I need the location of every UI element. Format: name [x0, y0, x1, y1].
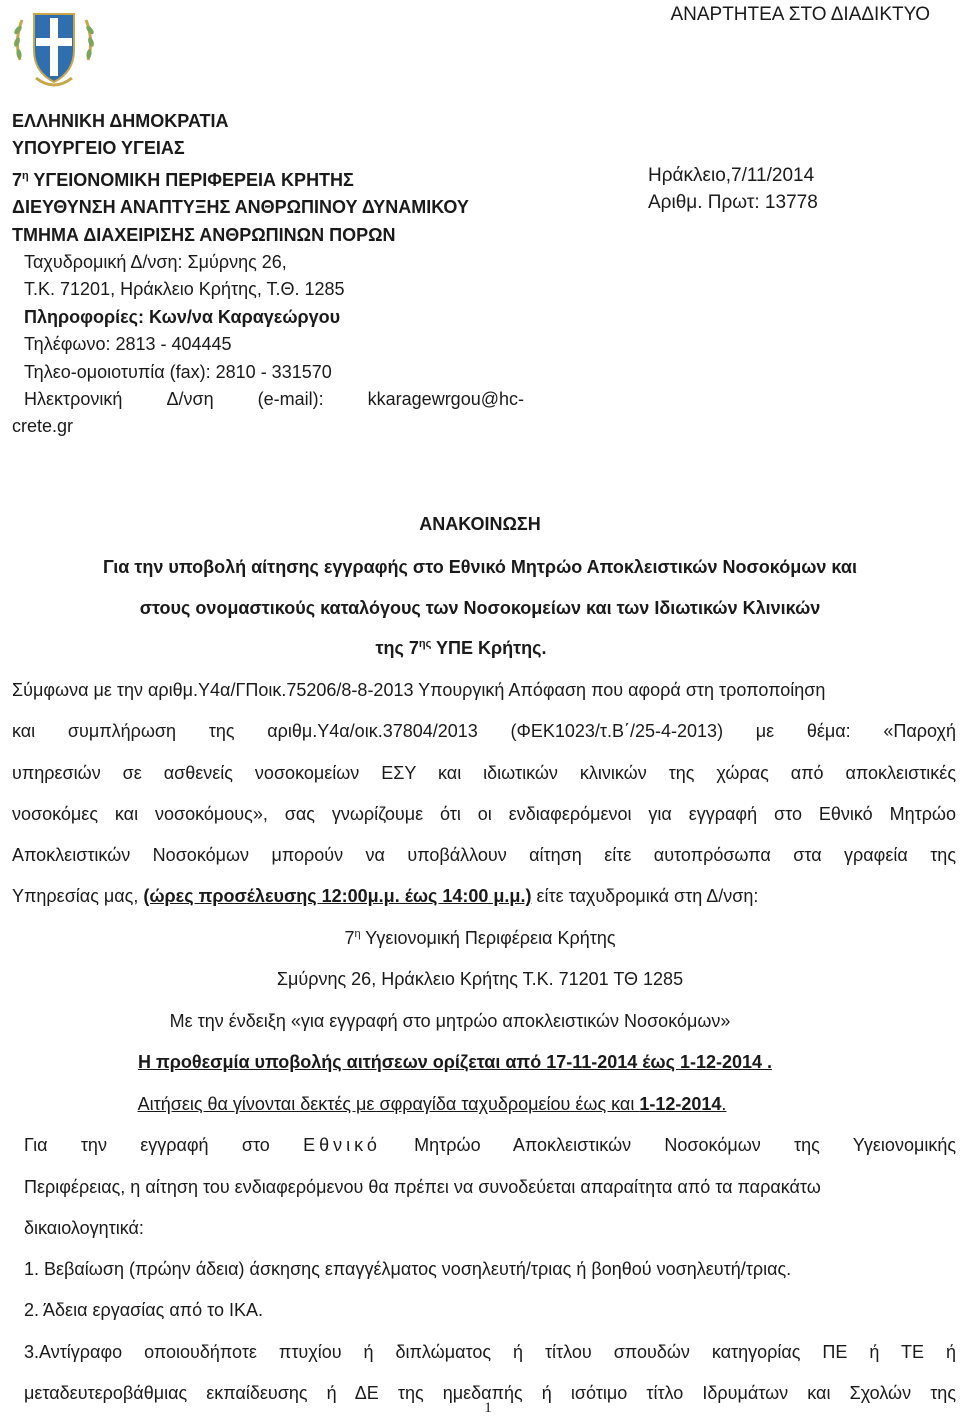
body-line-3: υπηρεσιών σε ασθενείς νοσοκομείων ΕΣΥ και ιδιωτικών κλινικών της χώρας από αποκλειστικές — [12, 763, 956, 783]
header-directorate: ΔΙΕΥΘΥΝΣΗ ΑΝΑΠΤΥΞΗΣ ΑΝΘΡΩΠΙΝΟΥ ΔΥΝΑΜΙΚΟΥ — [12, 197, 469, 218]
office-hours: (ώρες προσέλευσης 12:00μ.μ. έως 14:00 μ.μ.) — [143, 886, 532, 906]
header-region: $7^\eta$ ΥΓΕΙΟΝΟΜΙΚΗ ΠΕΡΙΦΕΡΕΙΑ ΚΡΗΤΗΣ — [12, 169, 354, 190]
postal-address-line: Ταχυδρομική Δ/νση: Σμύρνης 26, — [24, 252, 287, 273]
requirement-item-1: 1. Βεβαίωση (πρώην άδεια) άσκησης επαγγέλματος νοσηλευτή/τριας ή βοηθού νοσηλευτή/τριας. — [24, 1259, 792, 1279]
mail-indication: Με την ένδειξη «για εγγραφή στο μητρώο αποκλειστικών Νοσοκόμων» — [169, 1011, 731, 1031]
page-number: 1 — [484, 1400, 492, 1416]
announcement-subtitle-1: Για την υποβολή αίτησης εγγραφής στο Εθνικό Μητρώο Αποκλειστικών Νοσοκόμων και — [103, 557, 857, 577]
announcement-title: ΑΝΑΚΟΙΝΩΣΗ — [419, 514, 541, 534]
header-republic: ΕΛΛΗΝΙΚΗ ΔΗΜΟΚΡΑΤΙΑ — [12, 111, 229, 131]
mail-address: Σμύρνης 26, Ηράκλειο Κρήτης Τ.Κ. 71201 ΤΘ 1285 — [276, 969, 684, 989]
body-line-1: Σύμφωνα με την αριθμ.Υ4α/ΓΠοικ.75206/8-8-2013 Υπουργική Απόφαση που αφορά στη τροποποίηση — [12, 680, 826, 700]
requirement-item-3-continued: μεταδευτεροβάθμιας εκπαίδευσης ή ΔΕ της ημεδαπής ή ισότιμο τίτλο Ιδρυμάτων και Σχολών της — [24, 1383, 956, 1403]
body-line-5: Αποκλειστικών Νοσοκόμων μπορούν να υποβάλλουν αίτηση είτε αυτοπρόσωπα στα γραφεία της — [12, 845, 956, 865]
postmark-acceptance: Αιτήσεις θα γίνονται δεκτές με σφραγίδα ταχυδρομείου έως και 1-12-2014. — [137, 1094, 727, 1114]
posting-note: ΑΝΑΡΤΗΤΕΑ ΣΤΟ ΔΙΑΔΙΚΤΥΟ — [670, 4, 930, 25]
phone-line: Τηλέφωνο: 2813 - 404445 — [24, 334, 232, 355]
contact-person: Πληροφορίες: Κων/να Καραγεώργου — [24, 306, 341, 327]
greek-state-emblem-icon — [6, 0, 102, 96]
requirements-intro-3: δικαιολογητικά: — [24, 1218, 144, 1238]
body-line-6: Υπηρεσίας μας, (ώρες προσέλευσης 12:00μ.μ. έως 14:00 μ.μ.) είτε ταχυδρομικά στη Δ/νση: — [12, 886, 759, 906]
announcement-subtitle-3: της $7^{\eta\varsigma}$ ΥΠΕ Κρήτης. — [375, 638, 547, 658]
header-department: ΤΜΗΜΑ ΔΙΑΧΕΙΡΙΣΗΣ ΑΝΘΡΩΠΙΝΩΝ ΠΟΡΩΝ — [12, 224, 396, 245]
email-line: Ηλεκτρονική Δ/νση (e-mail): kkaragewrgou@hc- — [24, 389, 524, 410]
announcement-subtitle-2: στους ονομαστικούς καταλόγους των Νοσοκομείων και των Ιδιωτικών Κλινικών — [139, 598, 821, 618]
body-line-2: και συμπλήρωση της αριθμ.Υ4α/οικ.37804/2013 (ΦΕΚ1023/τ.Β΄/25-4-2013) με θέμα: «Παροχή — [12, 721, 956, 741]
protocol-number: Αριθμ. Πρωτ: 13778 — [648, 192, 818, 213]
email-line-continued: crete.gr — [12, 416, 74, 437]
requirement-item-2: 2. Άδεια εργασίας από το ΙΚΑ. — [24, 1300, 264, 1320]
fax-line: Τηλεο-ομοιοτυπία (fax): 2810 - 331570 — [24, 361, 332, 382]
place-date: Ηράκλειο,7/11/2014 — [648, 165, 815, 186]
body-line-4: νοσοκόμες και νοσοκόμους», σας γνωρίζουμε ότι οι ενδιαφερόμενοι για εγγραφή στο Εθνικό Μητρώο — [12, 804, 956, 824]
requirement-item-3: 3.Αντίγραφο οποιουδήποτε πτυχίου ή διπλώματος ή τίτλου σπουδών κατηγορίας ΠΕ ή ΤΕ ή — [24, 1342, 956, 1362]
requirements-intro-1: Για την εγγραφή στο Εθνικό Μητρώο Αποκλειστικών Νοσοκόμων της Υγειονομικής — [24, 1135, 957, 1155]
requirements-intro-2: Περιφέρειας, η αίτηση του ενδιαφερόμενου θα πρέπει να συνοδεύεται απαραίτητα από τα παρακάτω — [24, 1177, 821, 1197]
document-reference — [648, 162, 818, 216]
postal-code-line: Τ.Κ. 71201, Ηράκλειο Κρήτης, Τ.Θ. 1285 — [24, 279, 345, 300]
submission-deadline: Η προθεσμία υποβολής αιτήσεων ορίζεται από 17-11-2014 έως 1-12-2014 . — [137, 1052, 773, 1072]
issuer-header — [12, 108, 532, 441]
mail-recipient: $7^\eta$ Υγειονομική Περιφέρεια Κρήτης — [344, 928, 616, 948]
header-ministry: ΥΠΟΥΡΓΕΙΟ ΥΓΕΙΑΣ — [12, 138, 185, 159]
